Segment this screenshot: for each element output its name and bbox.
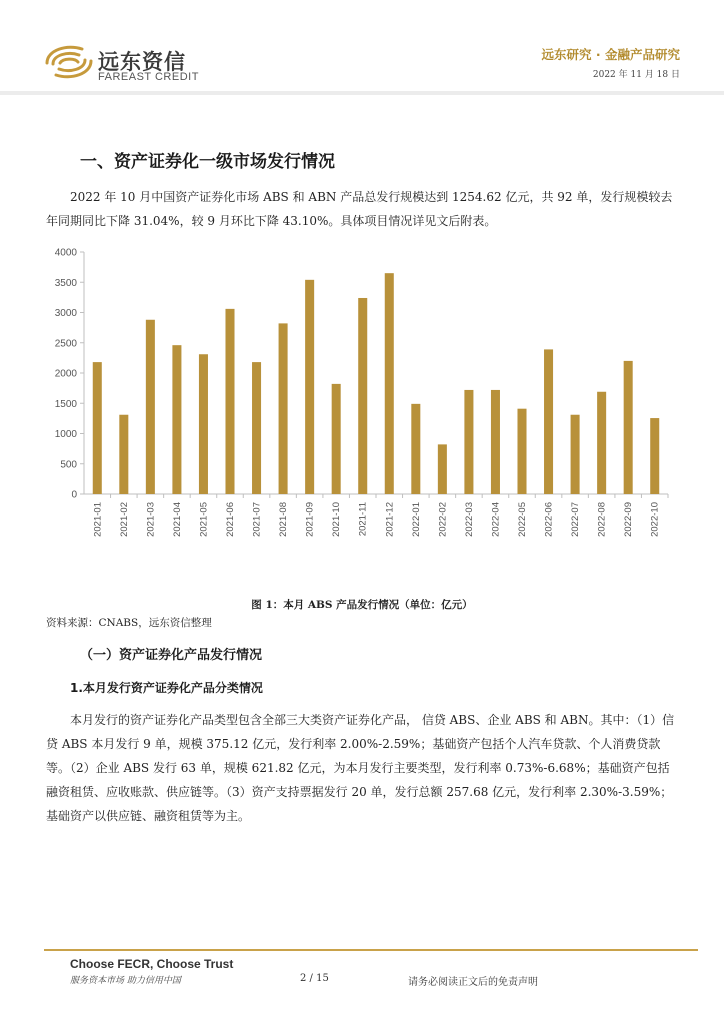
bar-2021-04 [172,345,181,494]
y-tick-label: 1000 [54,429,77,440]
x-tick-label: 2022-10 [649,502,661,537]
footer-slogan-en: Choose FECR, Choose Trust [70,957,234,971]
bar-2021-08 [279,323,288,494]
report-date: 2022 年 11 月 18 日 [592,70,680,80]
y-tick-label: 0 [71,489,77,501]
bar-2021-07 [252,362,261,494]
bar-2021-06 [225,309,234,494]
section-title: 一、资产证券化一级市场发行情况 [80,152,335,172]
x-tick-label: 2021-07 [251,502,263,537]
abs-issuance-bar-chart [44,240,684,580]
bar-2022-06 [544,349,553,494]
header-divider [0,91,724,95]
x-tick-label: 2022-06 [543,501,555,537]
bar-2021-11 [358,298,367,494]
bar-2022-10 [650,418,659,494]
bar-2021-01 [93,362,102,494]
figure-source: 资料来源：CNABS，远东资信整理 [46,617,212,629]
brand-name-cn: 远东资信 [98,50,186,74]
x-tick-label: 2022-01 [410,502,422,537]
footer-divider [44,949,698,951]
x-tick-label: 2021-06 [225,502,236,537]
x-tick-label: 2021-04 [171,502,183,537]
y-tick-label: 2000 [54,368,77,380]
x-tick-label: 2021-10 [331,502,343,537]
x-tick-label: 2021-11 [357,502,369,537]
x-tick-label: 2022-07 [570,502,582,537]
bar-2022-07 [571,415,580,494]
subsection-subtitle: 1.本月发行资产证券化产品分类情况 [70,681,263,695]
bar-2021-10 [332,384,341,494]
bar-2022-01 [411,404,420,494]
subsection-title: （一）资产证券化产品发行情况 [80,648,263,663]
x-tick-label: 2021-12 [384,502,396,537]
page-number: 2 / 15 [300,973,329,984]
bar-2021-09 [305,280,314,494]
y-tick-label: 3000 [54,308,77,319]
y-tick-label: 2500 [54,338,77,350]
x-tick-label: 2021-05 [198,502,210,537]
x-tick-label: 2022-05 [517,502,528,537]
x-tick-label: 2021-09 [304,502,316,537]
x-tick-label: 2022-09 [623,502,635,537]
bar-2022-02 [438,444,447,494]
y-tick-label: 500 [60,459,77,471]
footer-slogan-cn: 服务资本市场 助力信用中国 [70,976,181,986]
intro-paragraph: 2022 年 10 月中国资产证券化市场 ABS 和 ABN 产品总发行规模达到 1254.62 亿元，共 92 单，发行规模较去年同期同比下降 31.04%，较 9 月环比下降 43.10%。具体项目情况详见文后附表。 [46,190,673,228]
fareast-credit-logo-icon [42,42,96,82]
bar-2022-08 [597,392,606,494]
x-tick-label: 2022-02 [437,502,449,537]
bar-2022-05 [517,409,526,494]
x-tick-label: 2021-03 [145,502,157,537]
bar-2021-02 [119,415,128,494]
footer-disclaimer: 请务必阅读正文后的免责声明 [408,977,538,988]
y-tick-label: 4000 [54,247,77,259]
x-tick-label: 2022-08 [596,502,608,537]
x-tick-label: 2021-02 [118,502,130,537]
classification-paragraph: 本月发行的资产证券化产品类型包含全部三大类资产证券化产品， 信贷 ABS、企业 ABS 和 ABN。其中：（1）信贷 ABS 本月发行 9 单，规模 375.12 亿元，发行利率 2.00%-2.59%；基础资产包括个人汽车贷款、个人消费贷款等。（2）企业 ABS 发行 63 单，规模 621.82 亿元，为本月发行主要类型，发行利率 0.73%-6.68%；基础资产包括融资租赁、应收账款、供应链等。（3）资产支持票据发行 20 单，发行总额 257.68 亿元，发行利率 2.30%-3.59%；基础资产以供应链、融资租赁等为主。 [46,713,675,823]
figure-caption: 图 1：本月 ABS 产品发行情况（单位：亿元） [251,599,473,611]
page-header [0,0,724,96]
y-tick-label: 3500 [54,277,77,289]
report-series: 远东研究 · 金融产品研究 [541,47,680,62]
bar-2021-03 [146,320,155,494]
x-tick-label: 2022-04 [490,502,502,537]
bar-2022-09 [624,361,633,494]
y-tick-label: 1500 [54,398,77,410]
x-tick-label: 2021-08 [278,502,290,537]
bar-2021-12 [385,273,394,494]
bar-2021-05 [199,354,208,494]
x-tick-label: 2021-01 [92,502,104,537]
brand-name-en: FAREAST CREDIT [98,71,199,83]
bar-2022-04 [491,390,500,494]
bar-2022-03 [464,390,473,494]
x-tick-label: 2022-03 [463,502,475,537]
